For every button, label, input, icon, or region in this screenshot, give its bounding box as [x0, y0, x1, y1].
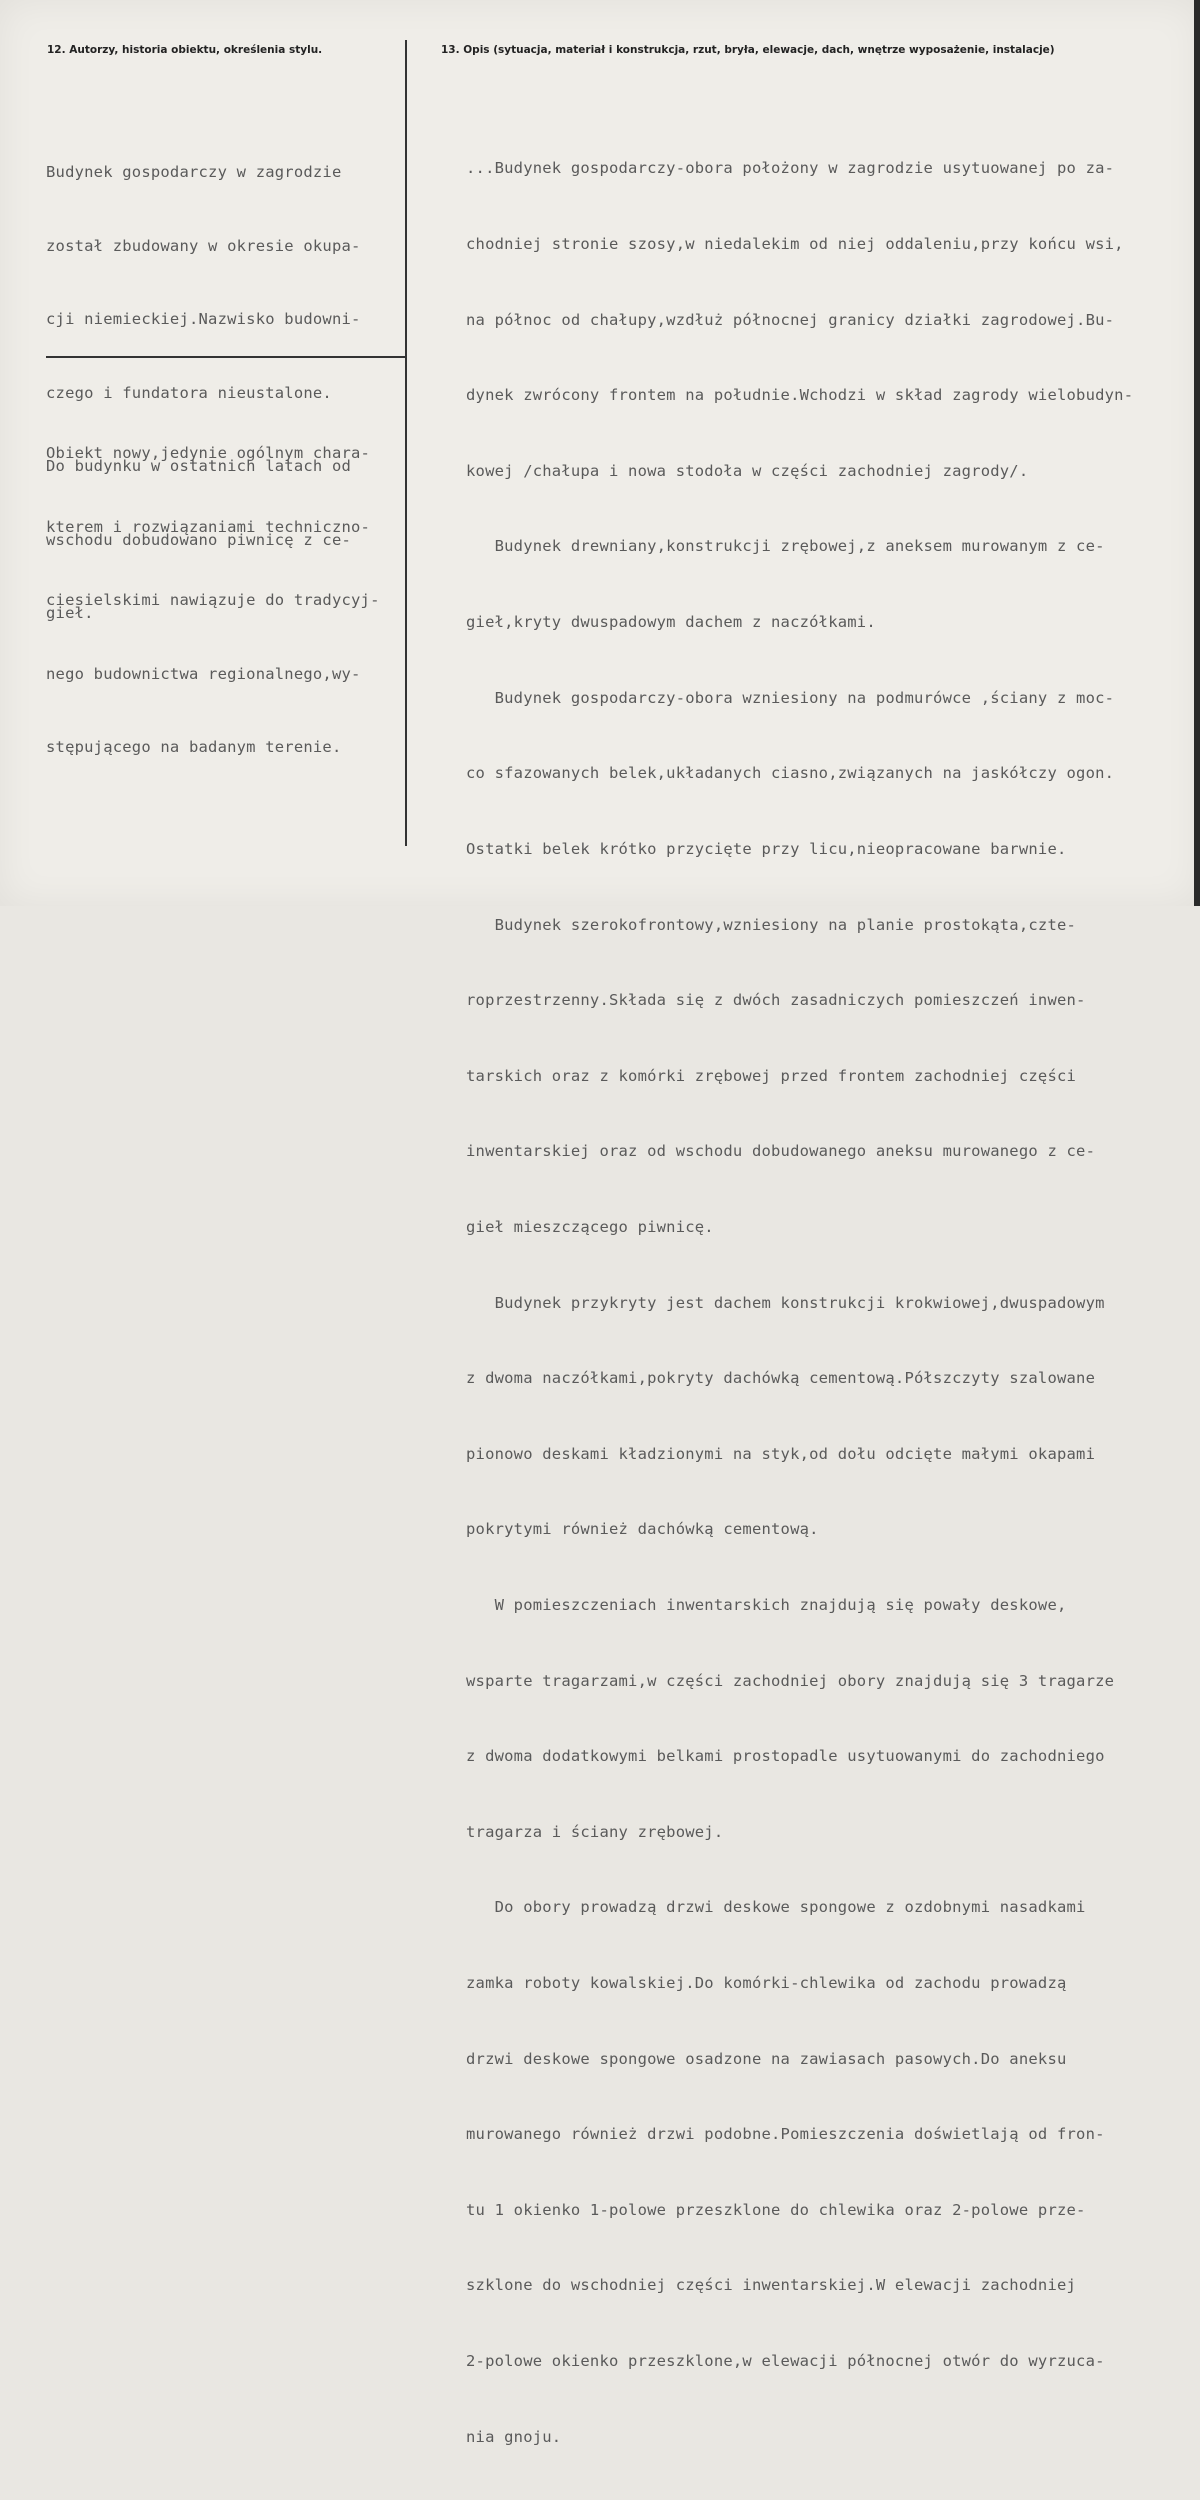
section-12-header: 12. Autorzy, historia obiektu, określenia stylu.: [47, 44, 323, 56]
text-line: gieł.: [46, 604, 94, 622]
text-line: Budynek drewniany,konstrukcji zrębowej,z aneksem murowanym z ce-: [466, 537, 1105, 556]
text-line: inwentarskiej oraz od wschodu dobudowanego aneksu murowanego z ce-: [466, 1142, 1096, 1161]
text-line: tu 1 okienko 1-polowe przeszklone do chlewika oraz 2-polowe prze-: [466, 2200, 1086, 2219]
page-edge: [1194, 0, 1200, 906]
text-line: tarskich oraz z komórki zrębowej przed frontem zachodniej części: [466, 1066, 1077, 1085]
text-line: Obiekt nowy,jedynie ogólnym chara-: [46, 444, 371, 462]
text-line: czego i fundatora nieustalone.: [46, 383, 332, 402]
text-line: ciesielskimi nawiązuje do tradycyj-: [46, 591, 380, 609]
text-line: Do budynku w ostatnich latach od: [46, 457, 352, 475]
text-line: Budynek szerokofrontowy,wzniesiony na planie prostokąta,czte-: [466, 915, 1077, 934]
text-line: Budynek gospodarczy-obora wzniesiony na podmurówce ,ściany z moc-: [466, 688, 1115, 707]
text-line: chodniej stronie szosy,w niedalekim od niej oddaleniu,przy końcu wsi,: [466, 235, 1124, 254]
text-line: wsparte tragarzami,w części zachodniej obory znajdują się 3 tragarze: [466, 1671, 1115, 1690]
text-line: stępującego na badanym terenie.: [46, 738, 342, 756]
text-line: Ostatki belek krótko przycięte przy licu,nieopracowane barwnie.: [466, 839, 1067, 858]
text-line: murowanego również drzwi podobne.Pomieszczenia doświetlają od fron-: [466, 2125, 1105, 2144]
text-line: drzwi deskowe spongowe osadzone na zawiasach pasowych.Do aneksu: [466, 2049, 1067, 2068]
text-line: kowej /chałupa i nowa stodoła w części zachodniej zagrody/.: [466, 461, 1029, 480]
text-line: dynek zwrócony frontem na południe.Wchodzi w skład zagrody wielobudyn-: [466, 386, 1134, 405]
text-line: cji niemieckiej.Nazwisko budowni-: [46, 310, 361, 328]
text-line: ...Budynek gospodarczy-obora położony w zagrodzie usytuowanej po za-: [466, 159, 1115, 178]
text-line: Budynek gospodarczy w zagrodzie: [46, 163, 342, 181]
text-line: co sfazowanych belek,układanych ciasno,związanych na jaskółczy ogon.: [466, 764, 1115, 783]
text-line: Do obory prowadzą drzwi deskowe spongowe z ozdobnymi nasadkami: [466, 1898, 1086, 1917]
text-line: kterem i rozwiązaniami techniczno-: [46, 517, 371, 536]
text-line: nego budownictwa regionalnego,wy-: [46, 664, 361, 683]
text-line: zamka roboty kowalskiej.Do komórki-chlewika od zachodu prowadzą: [466, 1974, 1067, 1993]
text-line: pionowo deskami kładzionymi na styk,od dołu odcięte małymi okapami: [466, 1444, 1096, 1463]
text-line: z dwoma naczółkami,pokryty dachówką cementową.Półszczyty szalowane: [466, 1369, 1096, 1388]
text-line: W pomieszczeniach inwentarskich znajdują się powały deskowe,: [466, 1595, 1067, 1614]
section-13-header: 13. Opis (sytuacja, materiał i konstrukcja, rzut, bryła, elewacje, dach, wnętrze wyposażenie, instalacje): [441, 44, 1055, 56]
column-divider: [405, 40, 407, 846]
text-line: został zbudowany w okresie okupa-: [46, 236, 361, 255]
text-line: pokrytymi również dachówką cementową.: [466, 1520, 819, 1539]
text-line: gieł mieszczącego piwnicę.: [466, 1217, 714, 1236]
text-line: nia gnoju.: [466, 2427, 562, 2446]
text-line: Budynek przykryty jest dachem konstrukcji krokwiowej,dwuspadowym: [466, 1293, 1105, 1312]
text-line: wschodu dobudowano piwnicę z ce-: [46, 530, 352, 549]
text-line: na północ od chałupy,wzdłuż północnej granicy działki zagrodowej.Bu-: [466, 310, 1115, 329]
text-line: 2-polowe okienko przeszklone,w elewacji północnej otwór do wyrzuca-: [466, 2352, 1105, 2371]
text-line: roprzestrzenny.Składa się z dwóch zasadniczych pomieszczeń inwen-: [466, 991, 1086, 1010]
text-line: tragarza i ściany zrębowej.: [466, 1822, 724, 1841]
description-text: [466, 106, 1133, 2500]
text-line: z dwoma dodatkowymi belkami prostopadle usytuowanymi do zachodniego: [466, 1747, 1105, 1766]
text-line: gieł,kryty dwuspadowym dachem z naczółkami.: [466, 613, 876, 632]
style-text: [46, 392, 380, 809]
text-line: szklone do wschodniej części inwentarskiej.W elewacji zachodniej: [466, 2276, 1077, 2295]
